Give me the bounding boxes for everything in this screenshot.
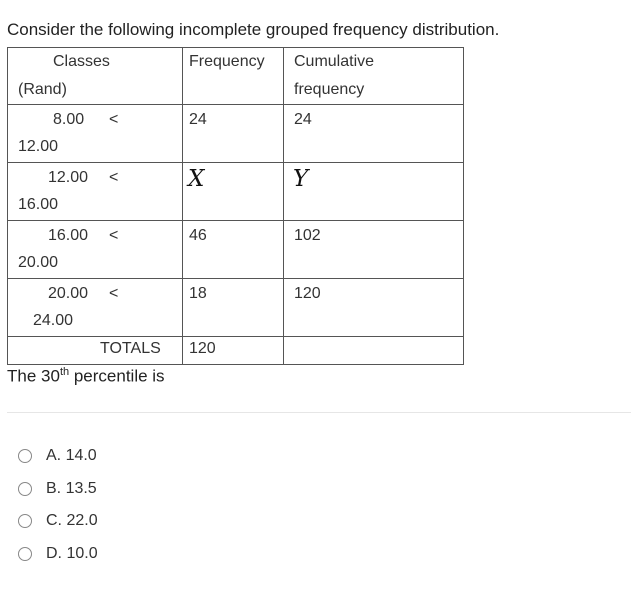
option-d[interactable]	[18, 543, 98, 565]
totals-row	[8, 337, 464, 365]
option-label[interactable]: C. 22.0	[46, 512, 98, 529]
header-frequency-label: Frequency	[189, 53, 265, 70]
frequency-cell	[183, 279, 284, 337]
class-separator: <	[109, 111, 119, 128]
frequency-value: 46	[189, 227, 207, 244]
class-cell	[8, 221, 183, 279]
option-label[interactable]: A. 14.0	[46, 447, 97, 464]
frequency-value: 24	[189, 111, 207, 128]
frequency-cell	[183, 163, 284, 221]
class-cell	[8, 279, 183, 337]
totals-cumulative-cell	[284, 337, 464, 365]
class-lower: 12.00	[48, 169, 89, 186]
frequency-unknown-x: X	[188, 166, 205, 192]
frequency-cell	[183, 221, 284, 279]
cumulative-cell	[284, 163, 464, 221]
class-upper: 20.00	[18, 254, 59, 271]
class-lower: 20.00	[48, 285, 89, 302]
class-upper: 16.00	[18, 196, 59, 213]
prompt-text: The 30	[7, 366, 60, 386]
radio-icon[interactable]	[18, 514, 32, 528]
table-header-row	[8, 48, 464, 105]
frequency-cell	[183, 105, 284, 163]
table-row	[8, 105, 464, 163]
cumulative-cell	[284, 221, 464, 279]
class-upper: 12.00	[18, 138, 59, 155]
divider	[7, 412, 631, 413]
class-cell	[8, 105, 183, 163]
class-cell	[8, 163, 183, 221]
table-row	[8, 221, 464, 279]
cumulative-cell	[284, 105, 464, 163]
radio-icon[interactable]	[18, 482, 32, 496]
totals-label-cell	[8, 337, 183, 365]
class-lower: 8.00	[53, 111, 85, 128]
totals-frequency-cell	[183, 337, 284, 365]
class-separator: <	[109, 285, 119, 302]
frequency-value: 18	[189, 285, 207, 302]
option-b[interactable]	[18, 478, 97, 500]
class-upper: 24.00	[33, 312, 74, 329]
header-frequency	[183, 48, 284, 105]
class-separator: <	[109, 227, 119, 244]
radio-icon[interactable]	[18, 449, 32, 463]
class-lower: 16.00	[48, 227, 89, 244]
cumulative-value: 120	[294, 285, 321, 302]
option-c[interactable]	[18, 510, 98, 532]
class-separator: <	[109, 169, 119, 186]
header-classes-label: Classes	[53, 53, 110, 70]
table-row	[8, 163, 464, 221]
prompt-suffix: percentile is	[69, 366, 165, 386]
question-text: Consider the following incomplete grouped frequency distribution.	[7, 20, 500, 39]
option-label[interactable]: D. 10.0	[46, 545, 98, 562]
header-cumulative-label: Cumulative	[294, 53, 375, 70]
cumulative-value: 24	[294, 111, 312, 128]
cumulative-unknown-y: Y	[293, 166, 309, 192]
totals-frequency: 120	[189, 340, 216, 357]
option-a[interactable]	[18, 445, 97, 467]
cumulative-cell	[284, 279, 464, 337]
header-classes-unit: (Rand)	[18, 81, 67, 98]
percentile-prompt	[7, 366, 165, 387]
header-classes	[8, 48, 183, 105]
radio-icon[interactable]	[18, 547, 32, 561]
totals-label: TOTALS	[100, 340, 161, 357]
option-label[interactable]: B. 13.5	[46, 480, 97, 497]
header-cumulative	[284, 48, 464, 105]
frequency-table	[7, 47, 464, 365]
table-row	[8, 279, 464, 337]
prompt-ordinal: th	[59, 366, 70, 378]
cumulative-value: 102	[294, 227, 321, 244]
header-cumulative-label-2: frequency	[294, 81, 365, 98]
